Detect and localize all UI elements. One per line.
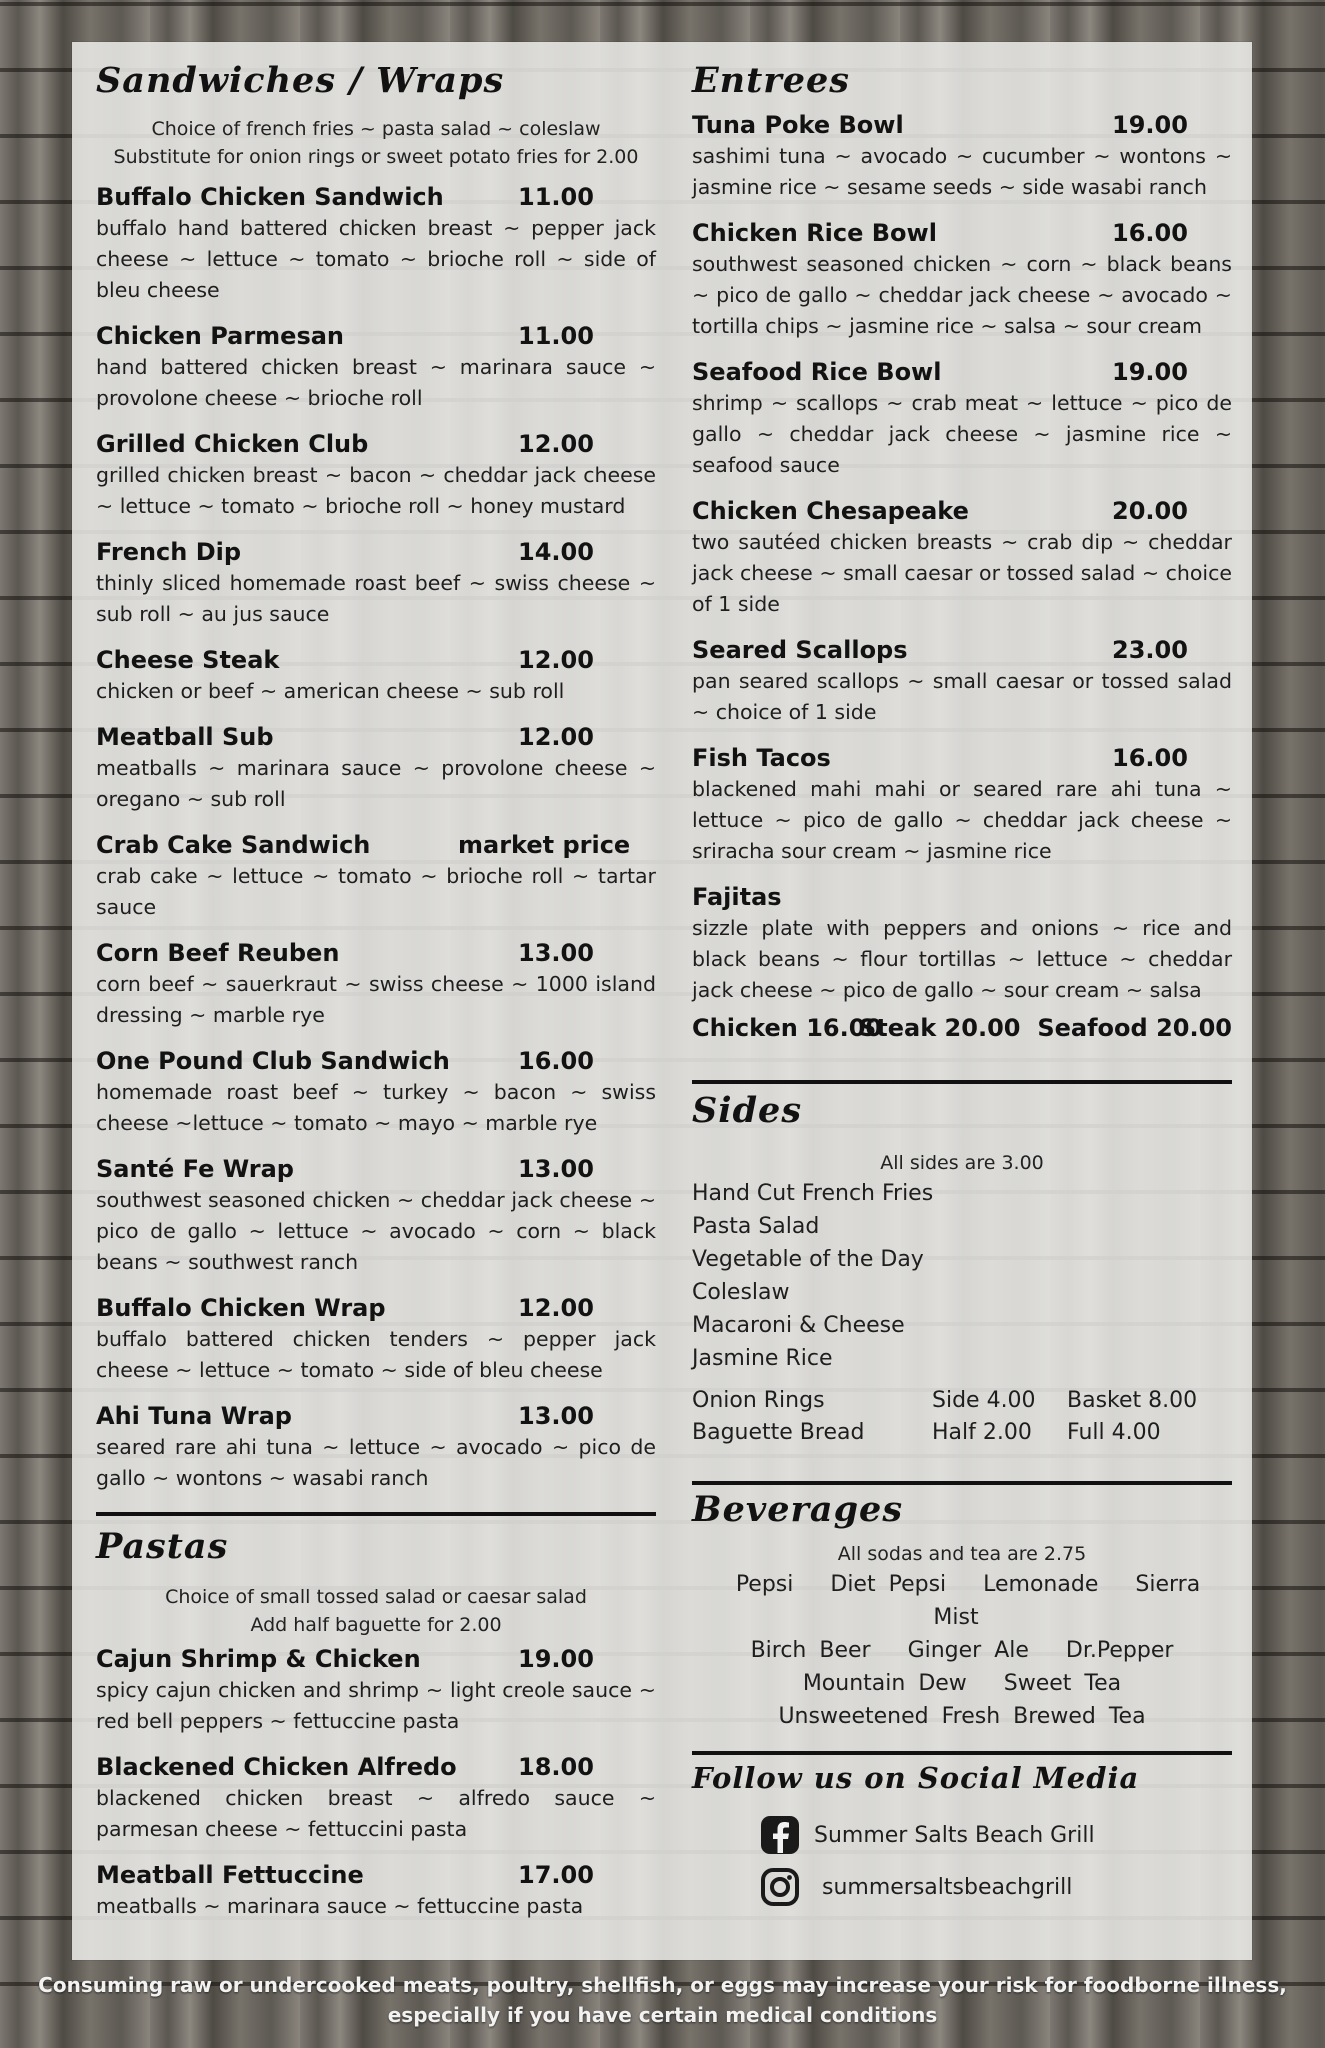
side-extra-name: Onion Rings [692,1388,825,1413]
fajita-price-chicken: Chicken 16.00 [692,1014,883,1042]
pastas-note: Add half baguette for 2.00 [250,1614,502,1636]
beverage-line [692,1667,1232,1700]
menu-item-description: meatballs ~ marinara sauce ~ fettuccine pasta [96,1894,584,1918]
menu-item-header [692,495,1232,527]
menu-item-name: Buffalo Chicken Wrap [96,1294,386,1322]
menu-item [96,181,656,306]
menu-item-header [96,937,656,969]
sandwich-list [96,181,656,1494]
menu-item-name: Tuna Poke Bowl [692,111,904,139]
facebook-handle: Summer Salts Beach Grill [814,1822,1095,1848]
menu-item-header [692,881,1232,913]
menu-item-description: chicken or beef ~ american cheese ~ sub roll [96,679,565,703]
menu-item-price: 12.00 [518,723,594,751]
menu-item [96,1292,656,1386]
beverage-item: Pepsi [735,1572,794,1597]
menu-item-price: 20.00 [1112,497,1188,525]
menu-item [692,109,1232,203]
menu-item-name: Meatball Fettuccine [96,1861,364,1889]
menu-item-header [96,536,656,568]
fajita-price-steak: Steak 20.00 [859,1014,1021,1042]
side-item: Vegetable of the Day [692,1247,924,1272]
menu-item-name: Seared Scallops [692,636,908,664]
menu-item-price: 13.00 [518,939,594,967]
side-extra-price: Full 4.00 [1067,1420,1161,1445]
instagram-row[interactable] [760,1867,1232,1907]
menu-item-header [96,1643,656,1675]
menu-item-description: grilled chicken breast ~ bacon ~ cheddar jack cheese ~ lettuce ~ tomato ~ brioche roll ~ honey mustard [96,463,656,518]
beverage-item: Mountain Dew [802,1671,967,1696]
menu-item-price: 11.00 [518,322,594,350]
instagram-icon [760,1867,800,1907]
menu-item-header [96,428,656,460]
health-warning-line: Consuming raw or undercooked meats, poultry, shellfish, or eggs may increase your risk for foodborne illness, [38,1973,1287,1997]
menu-item-name: French Dip [96,538,242,566]
menu-item-header [692,634,1232,666]
menu-item-header [96,1751,656,1783]
instagram-handle: summersaltsbeachgrill [822,1874,1073,1900]
pastas-heading: Pastas [96,1526,229,1567]
menu-item-price: 16.00 [1112,219,1188,247]
menu-item [96,721,656,815]
menu-item-description: sashimi tuna ~ avocado ~ cucumber ~ wontons ~ jasmine rice ~ sesame seeds ~ side wasabi ranch [692,144,1232,199]
menu-item-name: Seafood Rice Bowl [692,358,942,386]
menu-item [96,428,656,522]
menu-item-price: 17.00 [518,1861,594,1889]
menu-item-price: 19.00 [518,1645,594,1673]
pasta-list [96,1643,656,1922]
menu-item-name: Chicken Chesapeake [692,497,969,525]
menu-item [692,742,1232,867]
side-item: Jasmine Rice [692,1346,833,1371]
facebook-row[interactable] [760,1815,1232,1855]
menu-item [692,356,1232,481]
beverages-note: All sodas and tea are 2.75 [837,1543,1087,1565]
facebook-icon [760,1815,800,1855]
menu-item-description: homemade roast beef ~ turkey ~ bacon ~ swiss cheese ~lettuce ~ tomato ~ mayo ~ marble rye [96,1080,656,1135]
side-extra-price: Basket 8.00 [1067,1388,1198,1413]
menu-item-header [692,217,1232,249]
beverage-item: Diet Pepsi [830,1572,947,1597]
menu-item-description: hand battered chicken breast ~ marinara sauce ~ provolone cheese ~ brioche roll [96,355,656,410]
menu-item-price: 12.00 [518,646,594,674]
menu-item-name: Cheese Steak [96,646,280,674]
menu-item-header [96,320,656,352]
menu-item-header [96,1292,656,1324]
menu-item-name: Chicken Rice Bowl [692,219,937,247]
sides-note: All sides are 3.00 [880,1152,1044,1174]
side-extra-row [692,1417,1232,1449]
menu-item-header [96,1859,656,1891]
side-item: Hand Cut French Fries [692,1181,934,1206]
sides-list [692,1177,1232,1375]
menu-item [96,829,656,923]
beverage-item: Sierra Mist [933,1572,1201,1630]
menu-item-description: spicy cajun chicken and shrimp ~ light creole sauce ~ red bell peppers ~ fettuccine pasta [96,1678,656,1733]
entrees-heading: Entrees [692,60,850,101]
side-extra-name: Baguette Bread [692,1420,865,1445]
menu-item [96,536,656,630]
menu-item [96,937,656,1031]
menu-item-name: Santé Fe Wrap [96,1155,294,1183]
menu-item [692,881,1232,1006]
menu-item-price: market price [458,831,631,859]
menu-item-name: Blackened Chicken Alfredo [96,1753,457,1781]
fajita-prices [692,1014,1232,1042]
social-heading: Follow us on Social Media [692,1761,1140,1795]
side-extra-price: Side 4.00 [932,1388,1036,1413]
menu-item-header [692,109,1232,141]
menu-item-header [692,356,1232,388]
fajita-price-seafood: Seafood 20.00 [1037,1014,1232,1042]
beverage-item: Ginger Ale [907,1638,1029,1663]
side-item: Pasta Salad [692,1214,820,1239]
menu-item-description: southwest seasoned chicken ~ corn ~ black beans ~ pico de gallo ~ cheddar jack cheese ~ avocado ~ tortilla chips ~ jasmine rice ~ salsa ~ sour cream [692,252,1232,338]
menu-item-header [96,644,656,676]
menu-item-description: buffalo battered chicken tenders ~ pepper jack cheese ~ lettuce ~ tomato ~ side of bleu cheese [96,1327,656,1382]
menu-item-header [96,181,656,213]
menu-item-description: blackened mahi mahi or seared rare ahi tuna ~ lettuce ~ pico de gallo ~ cheddar jack cheese ~ sriracha sour cream ~ jasmine rice [692,777,1232,863]
sandwiches-note: Choice of french fries ~ pasta salad ~ coleslaw [151,118,601,140]
menu-item-price: 12.00 [518,430,594,458]
beverage-line [692,1634,1232,1667]
menu-item [96,320,656,414]
beverage-line [692,1700,1232,1733]
menu-item-description: corn beef ~ sauerkraut ~ swiss cheese ~ 1000 island dressing ~ marble rye [96,972,656,1027]
menu-item-price: 13.00 [518,1155,594,1183]
menu-item-name: Fajitas [692,883,782,911]
beverage-item: Lemonade [983,1572,1099,1597]
side-extra-price: Half 2.00 [932,1420,1032,1445]
menu-item-header [96,1400,656,1432]
sides-heading: Sides [692,1090,803,1131]
menu-item [96,1400,656,1494]
health-warning-line: especially if you have certain medical conditions [387,2003,938,2027]
beverage-item: Dr.Pepper [1065,1638,1174,1663]
menu-item-name: Grilled Chicken Club [96,430,369,458]
pastas-note: Choice of small tossed salad or caesar salad [165,1586,587,1608]
menu-item-price: 16.00 [518,1047,594,1075]
menu-item-description: blackened chicken breast ~ alfredo sauce ~ parmesan cheese ~ fettuccini pasta [96,1786,656,1841]
menu-item-price: 16.00 [1112,744,1188,772]
menu-panel [72,42,1252,1960]
beverage-item: Unsweetened Fresh Brewed Tea [778,1704,1146,1729]
sandwiches-heading: Sandwiches / Wraps [96,60,505,101]
menu-item [96,644,656,707]
left-column [96,60,656,1936]
menu-item-description: shrimp ~ scallops ~ crab meat ~ lettuce ~ pico de gallo ~ cheddar jack cheese ~ jasmine rice ~ seafood sauce [692,391,1232,477]
menu-item-header [96,721,656,753]
menu-item [692,495,1232,620]
menu-item-price: 14.00 [518,538,594,566]
menu-item-header [96,829,656,861]
menu-item-name: Ahi Tuna Wrap [96,1402,292,1430]
menu-item-price: 11.00 [518,183,594,211]
menu-item-description: seared rare ahi tuna ~ lettuce ~ avocado ~ pico de gallo ~ wontons ~ wasabi ranch [96,1435,656,1490]
sandwiches-note: Substitute for onion rings or sweet potato fries for 2.00 [113,146,639,168]
menu-item-header [96,1045,656,1077]
side-extra-row [692,1385,1232,1417]
menu-item-description: crab cake ~ lettuce ~ tomato ~ brioche roll ~ tartar sauce [96,864,656,919]
menu-item-description: buffalo hand battered chicken breast ~ pepper jack cheese ~ lettuce ~ tomato ~ brioche roll ~ side of bleu cheese [96,216,656,302]
divider [692,1751,1232,1755]
menu-item-price: 18.00 [518,1753,594,1781]
beverage-list [692,1568,1232,1733]
menu-item [96,1045,656,1139]
menu-item [692,217,1232,342]
menu-item-name: One Pound Club Sandwich [96,1047,450,1075]
menu-item-description: meatballs ~ marinara sauce ~ provolone cheese ~ oregano ~ sub roll [96,756,656,811]
menu-item [96,1643,656,1737]
right-column [692,60,1232,1907]
menu-item-price: 12.00 [518,1294,594,1322]
menu-item-name: Chicken Parmesan [96,322,345,350]
menu-item-price: 13.00 [518,1402,594,1430]
menu-item-description: two sautéed chicken breasts ~ crab dip ~ cheddar jack cheese ~ small caesar or tossed salad ~ choice of 1 side [692,530,1232,616]
menu-item-name: Cajun Shrimp & Chicken [96,1645,421,1673]
menu-item-description: southwest seasoned chicken ~ cheddar jack cheese ~ pico de gallo ~ lettuce ~ avocado ~ corn ~ black beans ~ southwest ranch [96,1188,656,1274]
divider [692,1481,1232,1485]
menu-item-header [692,742,1232,774]
menu-item-name: Buffalo Chicken Sandwich [96,183,444,211]
menu-item-name: Corn Beef Reuben [96,939,340,967]
side-item: Macaroni & Cheese [692,1313,905,1338]
menu-item [96,1859,656,1922]
menu-item [96,1751,656,1845]
menu-item-price: 23.00 [1112,636,1188,664]
menu-item-name: Meatball Sub [96,723,274,751]
menu-item-description: pan seared scallops ~ small caesar or tossed salad ~ choice of 1 side [692,669,1232,724]
entree-list [692,109,1232,1006]
menu-item-description: thinly sliced homemade roast beef ~ swiss cheese ~ sub roll ~ au jus sauce [96,571,656,626]
beverage-item: Birch Beer [750,1638,871,1663]
menu-item [692,634,1232,728]
menu-item-name: Crab Cake Sandwich [96,831,371,859]
menu-item-header [96,1153,656,1185]
menu-item-name: Fish Tacos [692,744,831,772]
divider [692,1080,1232,1084]
menu-item-price: 19.00 [1112,358,1188,386]
menu-item [96,1153,656,1278]
side-item: Coleslaw [692,1280,790,1305]
beverage-line [692,1568,1232,1634]
beverages-heading: Beverages [692,1489,904,1530]
health-warning [0,1970,1325,2030]
menu-item-description: sizzle plate with peppers and onions ~ rice and black beans ~ flour tortillas ~ lettuce ~ cheddar jack cheese ~ pico de gallo ~ sour cream ~ salsa [692,916,1232,1002]
beverage-item: Sweet Tea [1003,1671,1122,1696]
menu-item-price: 19.00 [1112,111,1188,139]
